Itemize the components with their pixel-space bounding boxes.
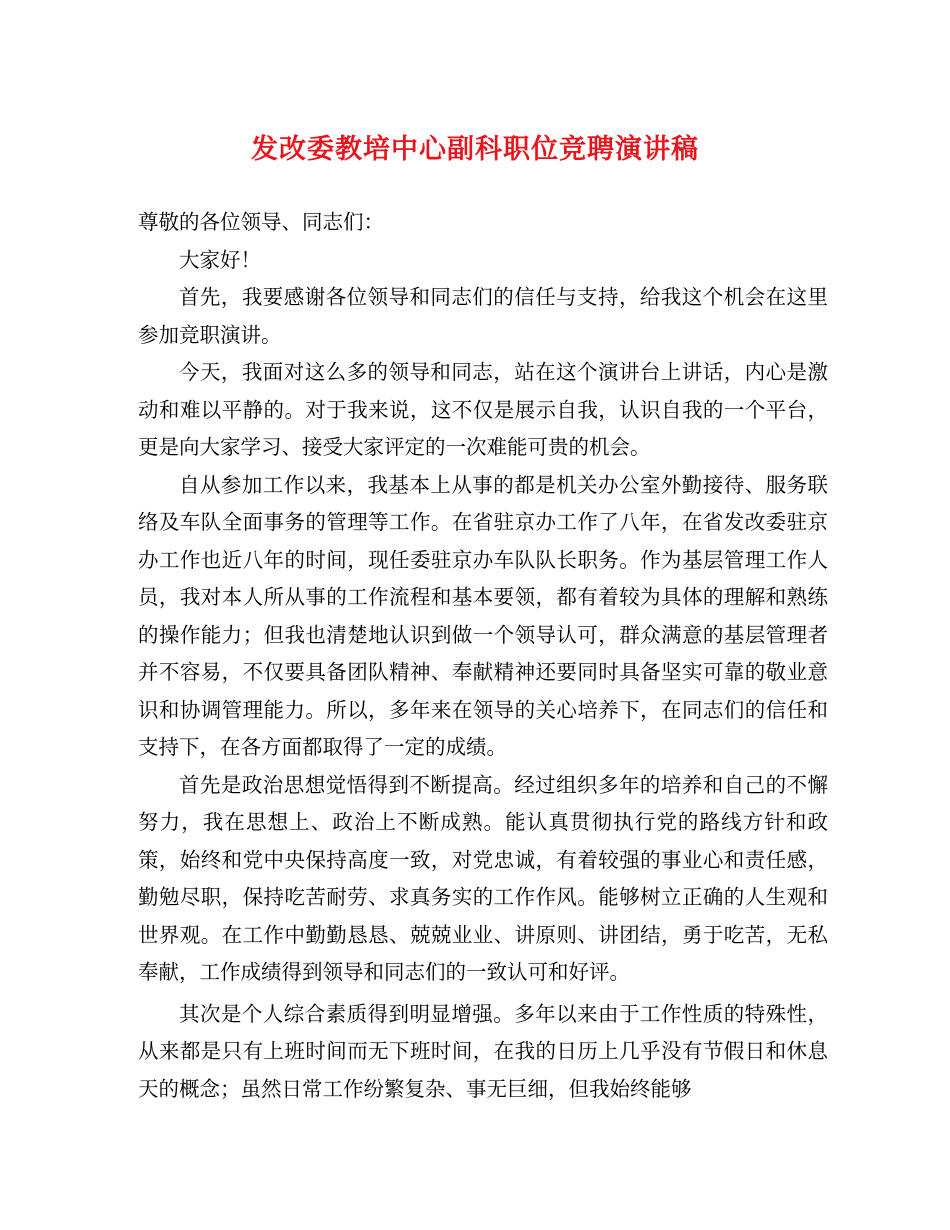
paragraph-3: 自从参加工作以来，我基本上从事的都是机关办公室外勤接待、服务联络及车队全面事务的管理等工作。在省驻京办工作了八年，在省发改委驻京办工作也近八年的时间，现任委驻京办车队队长职务。作为基层管理工作人员，我对本人所从事的工作流程和基本要领，都有着较为具体的理解和熟练的操作能力；但我也清楚地认识到做一个领导认可，群众满意的基层管理者并不容易，不仅要具备团队精神、奉献精神还要同时具备坚实可靠的敬业意识和协调管理能力。所以，多年来在领导的关心培养下，在同志们的信任和支持下，在各方面都取得了一定的成绩。 [138, 472, 828, 759]
paragraph-5: 其次是个人综合素质得到明显增强。多年以来由于工作性质的特殊性，从来都是只有上班时间而无下班时间，在我的日历上几乎没有节假日和休息天的概念；虽然日常工作纷繁复杂、事无巨细，但我始终能够 [138, 1001, 828, 1101]
document-body [138, 204, 828, 1108]
paragraph-4: 首先是政治思想觉悟得到不断提高。经过组织多年的培养和自己的不懈努力，我在思想上、政治上不断成熟。能认真贯彻执行党的路线方针和政策，始终和党中央保持高度一致，对党忠诚，有着较强的事业心和责任感，勤勉尽职，保持吃苦耐劳、求真务实的工作作风。能够树立正确的人生观和世界观。在工作中勤勤恳恳、兢兢业业、讲原则、讲团结，勇于吃苦，无私奉献，工作成绩得到领导和同志们的一致认可和好评。 [138, 772, 828, 984]
paragraph-2: 今天，我面对这么多的领导和同志，站在这个演讲台上讲话，内心是激动和难以平静的。对于我来说，这不仅是展示自我，认识自我的一个平台，更是向大家学习、接受大家评定的一次难能可贵的机会。 [138, 360, 828, 459]
document-title: 发改委教培中心副科职位竞聘演讲稿 [251, 134, 699, 165]
salutation: 尊敬的各位领导、同志们： [138, 210, 384, 234]
paragraph-1: 首先，我要感谢各位领导和同志们的信任与支持，给我这个机会在这里参加竞职演讲。 [138, 285, 828, 347]
greeting: 大家好！ [179, 247, 261, 272]
